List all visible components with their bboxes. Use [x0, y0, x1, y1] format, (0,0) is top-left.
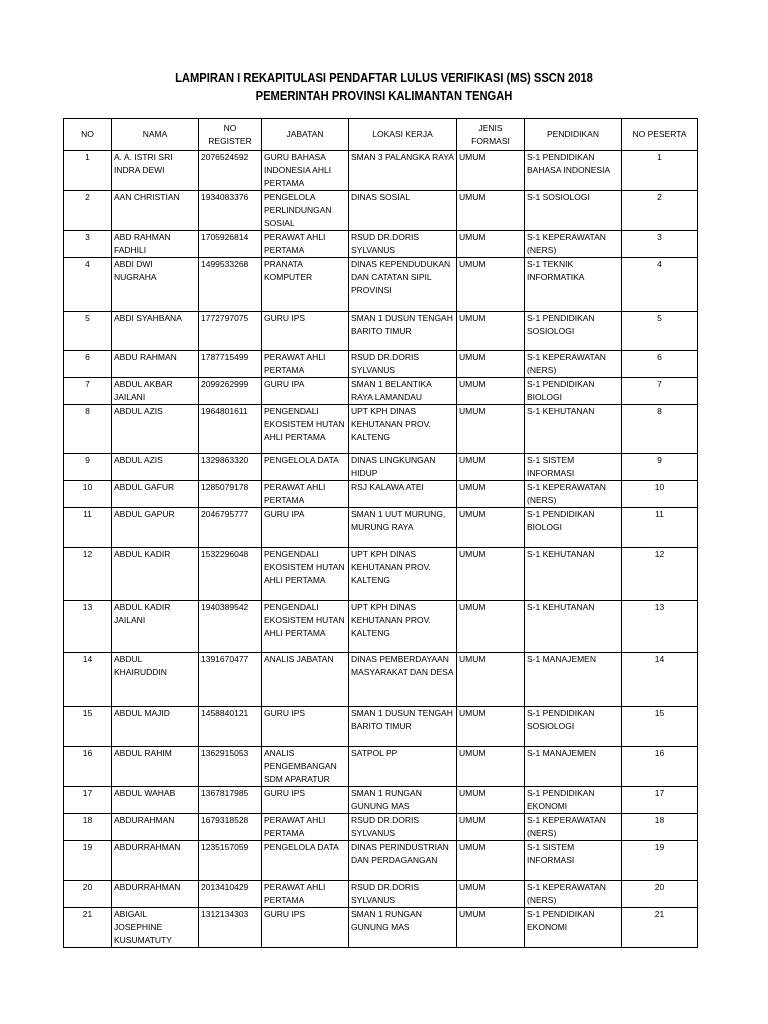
- header-nama: NAMA: [112, 119, 199, 151]
- row-register: 1964801611: [199, 405, 262, 454]
- row-formasi: UMUM: [457, 747, 525, 787]
- row-lokasi: DINAS LINGKUNGAN HIDUP: [349, 454, 457, 481]
- row-pendidikan: S-1 PENDIDIKAN BAHASA INDONESIA: [525, 151, 622, 191]
- row-pendidikan: S-1 PENDIDIKAN SOSIOLOGI: [525, 312, 622, 351]
- row-no: 11: [64, 508, 112, 548]
- row-formasi: UMUM: [457, 548, 525, 601]
- row-formasi: UMUM: [457, 787, 525, 814]
- row-formasi: UMUM: [457, 378, 525, 405]
- header-no: NO: [64, 119, 112, 151]
- row-formasi: UMUM: [457, 908, 525, 948]
- header-no-peserta: NO PESERTA: [622, 119, 698, 151]
- row-jabatan: GURU BAHASA INDONESIA AHLI PERTAMA: [262, 151, 349, 191]
- row-register: 1312134303: [199, 908, 262, 948]
- row-register: 2013410429: [199, 881, 262, 908]
- row-jabatan: PENGELOLA DATA: [262, 841, 349, 881]
- row-lokasi: DINAS PERINDUSTRIAN DAN PERDAGANGAN: [349, 841, 457, 881]
- row-peserta: 2: [622, 191, 698, 231]
- row-pendidikan: S-1 KEHUTANAN: [525, 601, 622, 653]
- row-jabatan: PENGELOLA PERLINDUNGAN SOSIAL: [262, 191, 349, 231]
- row-pendidikan: S-1 KEPERAWATAN (NERS): [525, 881, 622, 908]
- row-no: 19: [64, 841, 112, 881]
- row-no: 12: [64, 548, 112, 601]
- row-jabatan: PENGENDALI EKOSISTEM HUTAN AHLI PERTAMA: [262, 548, 349, 601]
- row-peserta: 12: [622, 548, 698, 601]
- row-formasi: UMUM: [457, 312, 525, 351]
- row-no: 17: [64, 787, 112, 814]
- row-register: 1679318528: [199, 814, 262, 841]
- row-nama: ABDURAHMAN: [112, 814, 199, 841]
- row-formasi: UMUM: [457, 841, 525, 881]
- table-row: [64, 151, 698, 191]
- row-lokasi: RSUD DR.DORIS SYLVANUS: [349, 814, 457, 841]
- row-formasi: UMUM: [457, 601, 525, 653]
- row-peserta: 13: [622, 601, 698, 653]
- row-nama: ABIGAIL JOSEPHINE KUSUMATUTY: [112, 908, 199, 948]
- table-row: [64, 908, 698, 948]
- row-lokasi: UPT KPH DINAS KEHUTANAN PROV. KALTENG: [349, 405, 457, 454]
- row-jabatan: PRANATA KOMPUTER: [262, 258, 349, 312]
- table-row: [64, 881, 698, 908]
- table-row: [64, 191, 698, 231]
- table-row: [64, 747, 698, 787]
- row-peserta: 15: [622, 707, 698, 747]
- row-pendidikan: S-1 PENDIDIKAN BIOLOGI: [525, 378, 622, 405]
- row-jabatan: ANALIS JABATAN: [262, 653, 349, 707]
- row-pendidikan: S-1 KEHUTANAN: [525, 405, 622, 454]
- row-jabatan: PERAWAT AHLI PERTAMA: [262, 351, 349, 378]
- row-no: 9: [64, 454, 112, 481]
- row-peserta: 9: [622, 454, 698, 481]
- row-lokasi: SATPOL PP: [349, 747, 457, 787]
- row-nama: ABDUL AKBAR JAILANI: [112, 378, 199, 405]
- row-no: 4: [64, 258, 112, 312]
- row-pendidikan: S-1 PENDIDIKAN BIOLOGI: [525, 508, 622, 548]
- row-jabatan: PERAWAT AHLI PERTAMA: [262, 814, 349, 841]
- header-jabatan: JABATAN: [262, 119, 349, 151]
- row-lokasi: DINAS PEMBERDAYAAN MASYARAKAT DAN DESA: [349, 653, 457, 707]
- row-formasi: UMUM: [457, 481, 525, 508]
- row-jabatan: PERAWAT AHLI PERTAMA: [262, 881, 349, 908]
- row-register: 1772797075: [199, 312, 262, 351]
- row-no: 5: [64, 312, 112, 351]
- row-no: 18: [64, 814, 112, 841]
- row-peserta: 17: [622, 787, 698, 814]
- row-pendidikan: S-1 KEHUTANAN: [525, 548, 622, 601]
- row-nama: ABDUL GAPUR: [112, 508, 199, 548]
- row-jabatan: PERAWAT AHLI PERTAMA: [262, 481, 349, 508]
- row-lokasi: UPT KPH DINAS KEHUTANAN PROV. KALTENG: [349, 548, 457, 601]
- row-pendidikan: S-1 PENDIDIKAN EKONOMI: [525, 908, 622, 948]
- row-no: 8: [64, 405, 112, 454]
- row-formasi: UMUM: [457, 653, 525, 707]
- row-register: 1934083376: [199, 191, 262, 231]
- row-no: 20: [64, 881, 112, 908]
- row-pendidikan: S-1 MANAJEMEN: [525, 653, 622, 707]
- row-lokasi: RSJ KALAWA ATEI: [349, 481, 457, 508]
- header-no-register: NO REGISTER: [199, 119, 262, 151]
- row-lokasi: SMAN 1 DUSUN TENGAH BARITO TIMUR: [349, 707, 457, 747]
- row-nama: ABDUL GAFUR: [112, 481, 199, 508]
- row-lokasi: SMAN 1 DUSUN TENGAH BARITO TIMUR: [349, 312, 457, 351]
- row-no: 14: [64, 653, 112, 707]
- row-register: 2076524592: [199, 151, 262, 191]
- row-formasi: UMUM: [457, 191, 525, 231]
- row-nama: AAN CHRISTIAN: [112, 191, 199, 231]
- row-peserta: 3: [622, 231, 698, 258]
- row-no: 1: [64, 151, 112, 191]
- row-jabatan: PENGENDALI EKOSISTEM HUTAN AHLI PERTAMA: [262, 405, 349, 454]
- table-row: [64, 351, 698, 378]
- row-nama: ABDUL KADIR: [112, 548, 199, 601]
- table-row: [64, 405, 698, 454]
- row-register: 1705926814: [199, 231, 262, 258]
- row-peserta: 20: [622, 881, 698, 908]
- row-formasi: UMUM: [457, 881, 525, 908]
- row-peserta: 6: [622, 351, 698, 378]
- table-row: [64, 653, 698, 707]
- row-pendidikan: S-1 PENDIDIKAN EKONOMI: [525, 787, 622, 814]
- row-formasi: UMUM: [457, 351, 525, 378]
- row-peserta: 19: [622, 841, 698, 881]
- table-header-row: [64, 119, 698, 151]
- document-title: LAMPIRAN I REKAPITULASI PENDAFTAR LULUS VERIFIKASI (MS) SSCN 2018: [175, 70, 593, 85]
- row-no: 3: [64, 231, 112, 258]
- row-formasi: UMUM: [457, 814, 525, 841]
- table-row: [64, 841, 698, 881]
- row-jabatan: GURU IPS: [262, 707, 349, 747]
- row-jabatan: GURU IPA: [262, 378, 349, 405]
- row-lokasi: DINAS KEPENDUDUKAN DAN CATATAN SIPIL PROVINSI: [349, 258, 457, 312]
- row-nama: ABDI DWI NUGRAHA: [112, 258, 199, 312]
- row-formasi: UMUM: [457, 258, 525, 312]
- document-subtitle: PEMERINTAH PROVINSI KALIMANTAN TENGAH: [255, 88, 513, 103]
- row-peserta: 10: [622, 481, 698, 508]
- table-row: [64, 814, 698, 841]
- row-register: 1787715499: [199, 351, 262, 378]
- row-lokasi: DINAS SOSIAL: [349, 191, 457, 231]
- row-jabatan: ANALIS PENGEMBANGAN SDM APARATUR: [262, 747, 349, 787]
- row-pendidikan: S-1 KEPERAWATAN (NERS): [525, 231, 622, 258]
- row-no: 16: [64, 747, 112, 787]
- header-pendidikan: PENDIDIKAN: [525, 119, 622, 151]
- row-formasi: UMUM: [457, 231, 525, 258]
- header-lokasi-kerja: LOKASI KERJA: [349, 119, 457, 151]
- row-pendidikan: S-1 KEPERAWATAN (NERS): [525, 814, 622, 841]
- row-register: 1367817985: [199, 787, 262, 814]
- row-register: 1499533268: [199, 258, 262, 312]
- row-nama: ABDUL MAJID: [112, 707, 199, 747]
- row-lokasi: SMAN 1 UUT MURUNG, MURUNG RAYA: [349, 508, 457, 548]
- row-register: 2046795777: [199, 508, 262, 548]
- row-register: 1235157059: [199, 841, 262, 881]
- row-lokasi: SMAN 1 BELANTIKA RAYA LAMANDAU: [349, 378, 457, 405]
- row-register: 1285079178: [199, 481, 262, 508]
- table-row: [64, 548, 698, 601]
- table-row: [64, 508, 698, 548]
- row-no: 10: [64, 481, 112, 508]
- row-no: 2: [64, 191, 112, 231]
- registrant-table: [63, 118, 698, 948]
- table-row: [64, 707, 698, 747]
- row-nama: ABDUL WAHAB: [112, 787, 199, 814]
- row-jabatan: PERAWAT AHLI PERTAMA: [262, 231, 349, 258]
- table-row: [64, 231, 698, 258]
- row-pendidikan: S-1 SOSIOLOGI: [525, 191, 622, 231]
- row-no: 13: [64, 601, 112, 653]
- row-jabatan: PENGENDALI EKOSISTEM HUTAN AHLI PERTAMA: [262, 601, 349, 653]
- row-nama: ABDI SYAHBANA: [112, 312, 199, 351]
- row-formasi: UMUM: [457, 707, 525, 747]
- row-peserta: 11: [622, 508, 698, 548]
- row-jabatan: GURU IPS: [262, 787, 349, 814]
- row-lokasi: UPT KPH DINAS KEHUTANAN PROV. KALTENG: [349, 601, 457, 653]
- row-formasi: UMUM: [457, 454, 525, 481]
- row-pendidikan: S-1 SISTEM INFORMASI: [525, 454, 622, 481]
- table-row: [64, 258, 698, 312]
- header-jenis-formasi: JENIS FORMASI: [457, 119, 525, 151]
- row-register: 1362915053: [199, 747, 262, 787]
- row-no: 6: [64, 351, 112, 378]
- row-lokasi: SMAN 1 RUNGAN GUNUNG MAS: [349, 908, 457, 948]
- row-lokasi: RSUD DR.DORIS SYLVANUS: [349, 881, 457, 908]
- row-nama: ABDURRAHMAN: [112, 841, 199, 881]
- row-register: 1329863320: [199, 454, 262, 481]
- row-no: 15: [64, 707, 112, 747]
- row-lokasi: SMAN 3 PALANGKA RAYA: [349, 151, 457, 191]
- row-nama: ABDUL RAHIM: [112, 747, 199, 787]
- row-lokasi: RSUD DR.DORIS SYLVANUS: [349, 231, 457, 258]
- row-peserta: 4: [622, 258, 698, 312]
- row-formasi: UMUM: [457, 508, 525, 548]
- row-lokasi: RSUD DR.DORIS SYLVANUS: [349, 351, 457, 378]
- row-register: 1391670477: [199, 653, 262, 707]
- table-row: [64, 378, 698, 405]
- row-no: 21: [64, 908, 112, 948]
- row-pendidikan: S-1 KEPERAWATAN (NERS): [525, 481, 622, 508]
- row-formasi: UMUM: [457, 405, 525, 454]
- row-jabatan: GURU IPA: [262, 508, 349, 548]
- row-nama: A. A. ISTRI SRI INDRA DEWI: [112, 151, 199, 191]
- row-lokasi: SMAN 1 RUNGAN GUNUNG MAS: [349, 787, 457, 814]
- row-peserta: 7: [622, 378, 698, 405]
- row-peserta: 16: [622, 747, 698, 787]
- row-register: 2099262999: [199, 378, 262, 405]
- table-body: [64, 151, 698, 948]
- row-peserta: 5: [622, 312, 698, 351]
- row-nama: ABD RAHMAN FADHILI: [112, 231, 199, 258]
- row-pendidikan: S-1 KEPERAWATAN (NERS): [525, 351, 622, 378]
- row-jabatan: GURU IPS: [262, 312, 349, 351]
- row-jabatan: PENGELOLA DATA: [262, 454, 349, 481]
- row-nama: ABDURRAHMAN: [112, 881, 199, 908]
- row-pendidikan: S-1 TEKNIK INFORMATIKA: [525, 258, 622, 312]
- row-nama: ABDUL KHAIRUDDIN: [112, 653, 199, 707]
- row-pendidikan: S-1 SISTEM INFORMASI: [525, 841, 622, 881]
- row-peserta: 18: [622, 814, 698, 841]
- row-no: 7: [64, 378, 112, 405]
- row-peserta: 14: [622, 653, 698, 707]
- row-nama: ABDUL AZIS: [112, 454, 199, 481]
- table-row: [64, 454, 698, 481]
- row-peserta: 1: [622, 151, 698, 191]
- row-register: 1532296048: [199, 548, 262, 601]
- table-row: [64, 601, 698, 653]
- row-pendidikan: S-1 MANAJEMEN: [525, 747, 622, 787]
- row-jabatan: GURU IPS: [262, 908, 349, 948]
- row-peserta: 21: [622, 908, 698, 948]
- row-pendidikan: S-1 PENDIDIKAN SOSIOLOGI: [525, 707, 622, 747]
- row-nama: ABDUL KADIR JAILANI: [112, 601, 199, 653]
- row-register: 1458840121: [199, 707, 262, 747]
- row-nama: ABDU RAHMAN: [112, 351, 199, 378]
- table-row: [64, 481, 698, 508]
- row-peserta: 8: [622, 405, 698, 454]
- row-formasi: UMUM: [457, 151, 525, 191]
- row-nama: ABDUL AZIS: [112, 405, 199, 454]
- table-row: [64, 312, 698, 351]
- table-row: [64, 787, 698, 814]
- row-register: 1940389542: [199, 601, 262, 653]
